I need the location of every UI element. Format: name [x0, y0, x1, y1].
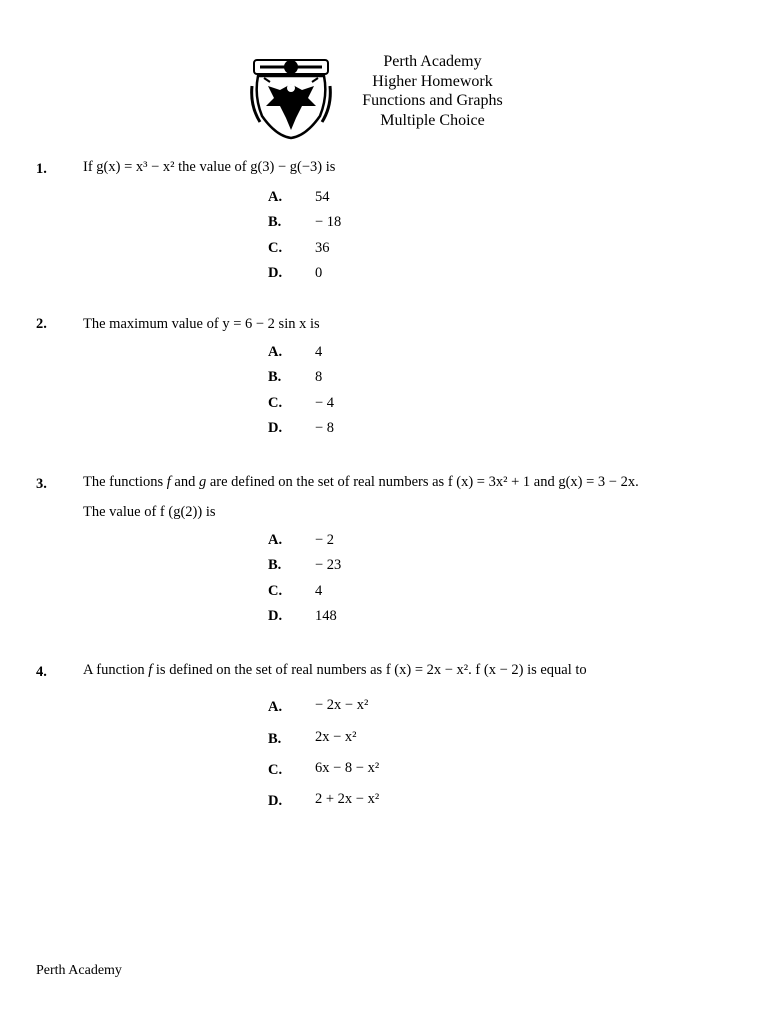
topic-title: Functions and Graphs	[362, 92, 503, 109]
option-letter: B.	[268, 369, 282, 385]
option-value: − 18	[315, 214, 342, 230]
option-value: 0	[315, 265, 323, 281]
option-letter: D.	[268, 265, 283, 281]
option-value: 36	[315, 240, 330, 256]
option-letter: C.	[268, 395, 283, 411]
option-value: 54	[315, 189, 330, 205]
option-letter: A.	[268, 532, 283, 548]
question-number: 4.	[36, 664, 47, 680]
page-footer: Perth Academy	[36, 963, 122, 978]
option-value: 4	[315, 583, 323, 599]
option-letter: A.	[268, 699, 283, 715]
option-value: 8	[315, 369, 323, 385]
option-value: − 23	[315, 557, 342, 573]
option-letter: C.	[268, 240, 283, 256]
question-number: 3.	[36, 476, 47, 492]
question-text: A function f is defined on the set of real numbers as f (x) = 2x − x². f (x − 2) is equal to	[83, 662, 587, 678]
question-text: The functions f and g are defined on the set of real numbers as f (x) = 3x² + 1 and g(x) = 3 − 2x.	[83, 474, 639, 490]
homework-title: Higher Homework	[372, 72, 493, 90]
option-value: 4	[315, 344, 323, 360]
school-name: Perth Academy	[383, 53, 482, 70]
option-letter: A.	[268, 189, 283, 205]
option-letter: B.	[268, 731, 282, 747]
option-value: 6x − 8 − x²	[315, 760, 380, 776]
format-title: Multiple Choice	[380, 111, 485, 129]
option-letter: D.	[268, 420, 283, 436]
option-value: − 4	[315, 395, 335, 411]
option-letter: C.	[268, 583, 283, 599]
question-text-line2: The value of f (g(2)) is	[83, 504, 216, 520]
school-crest-icon	[250, 56, 332, 140]
option-value: − 2x − x²	[315, 697, 369, 713]
question-text: The maximum value of y = 6 − 2 sin x is	[83, 316, 320, 332]
option-letter: D.	[268, 608, 283, 624]
option-value: 2 + 2x − x²	[315, 791, 380, 807]
option-value: 2x − x²	[315, 729, 357, 745]
option-letter: D.	[268, 793, 283, 809]
option-value: − 2	[315, 532, 335, 548]
option-letter: A.	[268, 344, 283, 360]
question-number: 1.	[36, 161, 47, 177]
question-number: 2.	[36, 316, 47, 332]
option-letter: B.	[268, 214, 282, 230]
option-value: 148	[315, 608, 337, 624]
document-header	[340, 52, 525, 130]
question-text: If g(x) = x³ − x² the value of g(3) − g(−3) is	[83, 159, 336, 175]
option-letter: B.	[268, 557, 282, 573]
option-letter: C.	[268, 762, 283, 778]
option-value: − 8	[315, 420, 335, 436]
